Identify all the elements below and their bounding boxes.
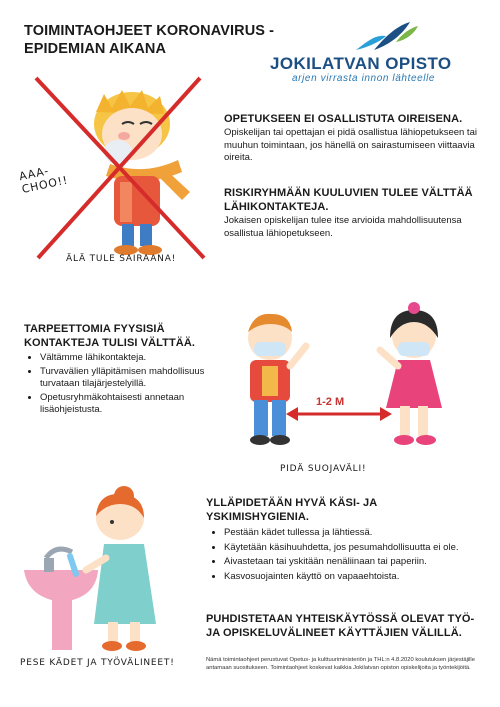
section-heading-line-1: YLLÄPIDETÄÄN HYVÄ KÄSI- JA (206, 497, 378, 509)
kids-distance-image (214, 296, 484, 451)
section-heading: OPETUKSEEN EI OSALLISTUTA OIREISENA. (224, 113, 463, 125)
list-item: • Aivastetaan tai yskitään nenäliinaan tai paperiin. (224, 555, 488, 570)
section-heading-line-2: JA OPISKELUVÄLINEET KÄYTTÄJIEN VÄLILLÄ. (206, 627, 462, 639)
sneeze-text: AAA-CHOO!! (17, 164, 70, 196)
section-heading-line-1: RISKIRYHMÄÄN KUULUVIEN TULEE VÄLTTÄÄ (224, 187, 473, 199)
logo-slogan: arjen virrasta innon lähteelle (292, 73, 436, 84)
girl-washing-hands-image (16, 474, 186, 654)
list-item: • Vältämme lähikontakteja. (40, 352, 210, 365)
logo-name: JOKILATVAN OPISTO (270, 54, 452, 73)
distance-illustration (214, 296, 484, 476)
section-cleaning (206, 612, 488, 640)
distance-label: 1-2 M (316, 396, 345, 408)
list-item: • Opetusryhmäkohtaisesti annetaan lisäohjeistusta. (40, 392, 210, 417)
section-text: Opiskelijan tai opettajan ei pidä osallistua lähiopetukseen tai muuhun toimintaan, jos hänellä on sairastumiseen viittaavia oireita. (224, 127, 477, 163)
distance-caption: PIDÄ SUOJAVÄLI! (280, 464, 367, 474)
contacts-list (24, 352, 210, 417)
sick-caption: ÄLÄ TULE SAIRAANA! (66, 254, 177, 264)
section-heading-line-2: LÄHIKONTAKTEJA. (224, 201, 329, 213)
section-heading-line-2: YSKIMISHYGIENIA. (206, 511, 310, 523)
section-heading-line-1: TARPEETTOMIA FYYSISIÄ (24, 323, 165, 335)
footnote: Nämä toimintaohjeet perustuvat Opetus- ja kulttuuriministeriön ja THL:n 4.8.2020 koulutuksen järjestäjille antamaan suositukseen. Toimintaohjeet koskevat kaikkia Jokilatvan opiston opiskelijoita ja työntekijöitä. (206, 657, 475, 671)
section-heading-line-2: KONTAKTEJA TULISI VÄLTTÄÄ. (24, 337, 196, 349)
list-item: • Turvavälien ylläpitämisen mahdollisuus turvataan tilajärjestelyillä. (40, 366, 210, 391)
hygiene-list (206, 526, 488, 584)
list-item: • Pestään kädet tullessa ja lähtiessä. (224, 526, 488, 541)
section-heading-line-1: PUHDISTETAAN YHTEISKÄYTÖSSÄ OLEVAT TYÖ- (206, 613, 475, 625)
section-physical-contacts (24, 322, 210, 418)
wash-caption: PESE KÄDET JA TYÖVÄLINEET! (20, 658, 175, 668)
title-line-1: TOIMINTAOHJEET KORONAVIRUS - (24, 23, 275, 39)
wave-logo-icon (352, 20, 422, 54)
section-symptoms (224, 112, 486, 165)
sick-boy-illustration (14, 72, 214, 272)
list-item: • Kasvosuojainten käyttö on vapaaehtoista. (224, 570, 488, 585)
title-line-2: EPIDEMIAN AIKANA (24, 41, 167, 57)
section-hygiene (206, 496, 488, 584)
section-risk-group (224, 186, 486, 240)
section-text: Jokaisen opiskelijan tulee itse arvioida mahdollisuutensa osallistua lähiopetukseen. (224, 215, 462, 239)
page-title (24, 22, 274, 58)
handwash-illustration (16, 474, 186, 686)
list-item: • Käytetään käsihuuhdetta, jos pesumahdollisuutta ei ole. (224, 541, 488, 556)
logo (268, 18, 480, 88)
